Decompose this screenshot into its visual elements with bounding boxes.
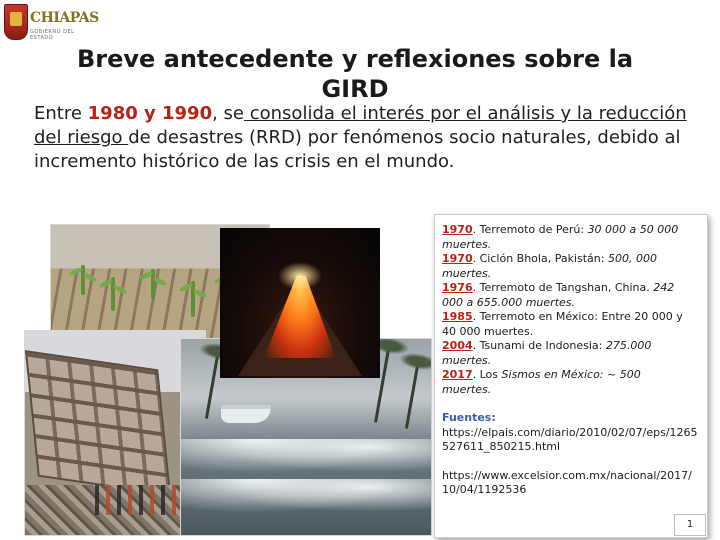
chiapas-logo (2, 2, 99, 42)
disaster-list (442, 223, 692, 397)
list-item: 1970. Terremoto de Perú: 30 000 a 50 000 muertes. (442, 223, 679, 251)
list-item: 1970. Ciclón Bhola, Pakistán: 500, 000 muertes. (442, 252, 657, 280)
intro-paragraph (34, 102, 694, 174)
sources-label: Fuentes: (442, 411, 496, 424)
disasters-info-box (434, 214, 708, 538)
source-link-elpais[interactable]: https://elpais.com/diario/2010/02/07/eps/1265527611_850215.html (442, 425, 698, 453)
intro-text-end: de desastres (RRD) por fenómenos socio naturales, debido al incremento histórico de las crisis en el mundo. (34, 127, 681, 172)
list-item: 1976. Terremoto de Tangshan, China. 242 000 a 655.000 muertes. (442, 281, 675, 309)
intro-years: 1980 y 1990 (87, 103, 213, 124)
list-item: 2017. Los Sismos en México: ~ 500 muertes. (442, 368, 641, 396)
intro-text-mid: , se (212, 103, 245, 124)
logo-subtitle: GOBIERNO DEL ESTADO (30, 29, 75, 41)
photo-collapsed-building (24, 330, 206, 536)
list-item: 1985. Terremoto en México: Entre 20 000 y 40 000 muertes. (442, 310, 683, 338)
logo-name: CHIAPAS (30, 10, 99, 26)
intro-text-start: Entre (34, 103, 88, 124)
sources-block (442, 411, 698, 498)
intro-underlined: consolida el interés por el análisis y la reducción del riesgo (34, 103, 687, 148)
page-number: 1 (674, 514, 706, 536)
slide-title: Breve antecedente y reflexiones sobre la GIRD (76, 45, 634, 103)
source-link-excelsior[interactable]: https://www.excelsior.com.mx/nacional/2017/10/04/1192536 (442, 468, 692, 496)
coat-of-arms-icon (4, 4, 28, 40)
list-item: 2004. Tsunami de Indonesia: 275.000 muertes. (442, 339, 652, 367)
photo-volcano-eruption (220, 228, 380, 378)
